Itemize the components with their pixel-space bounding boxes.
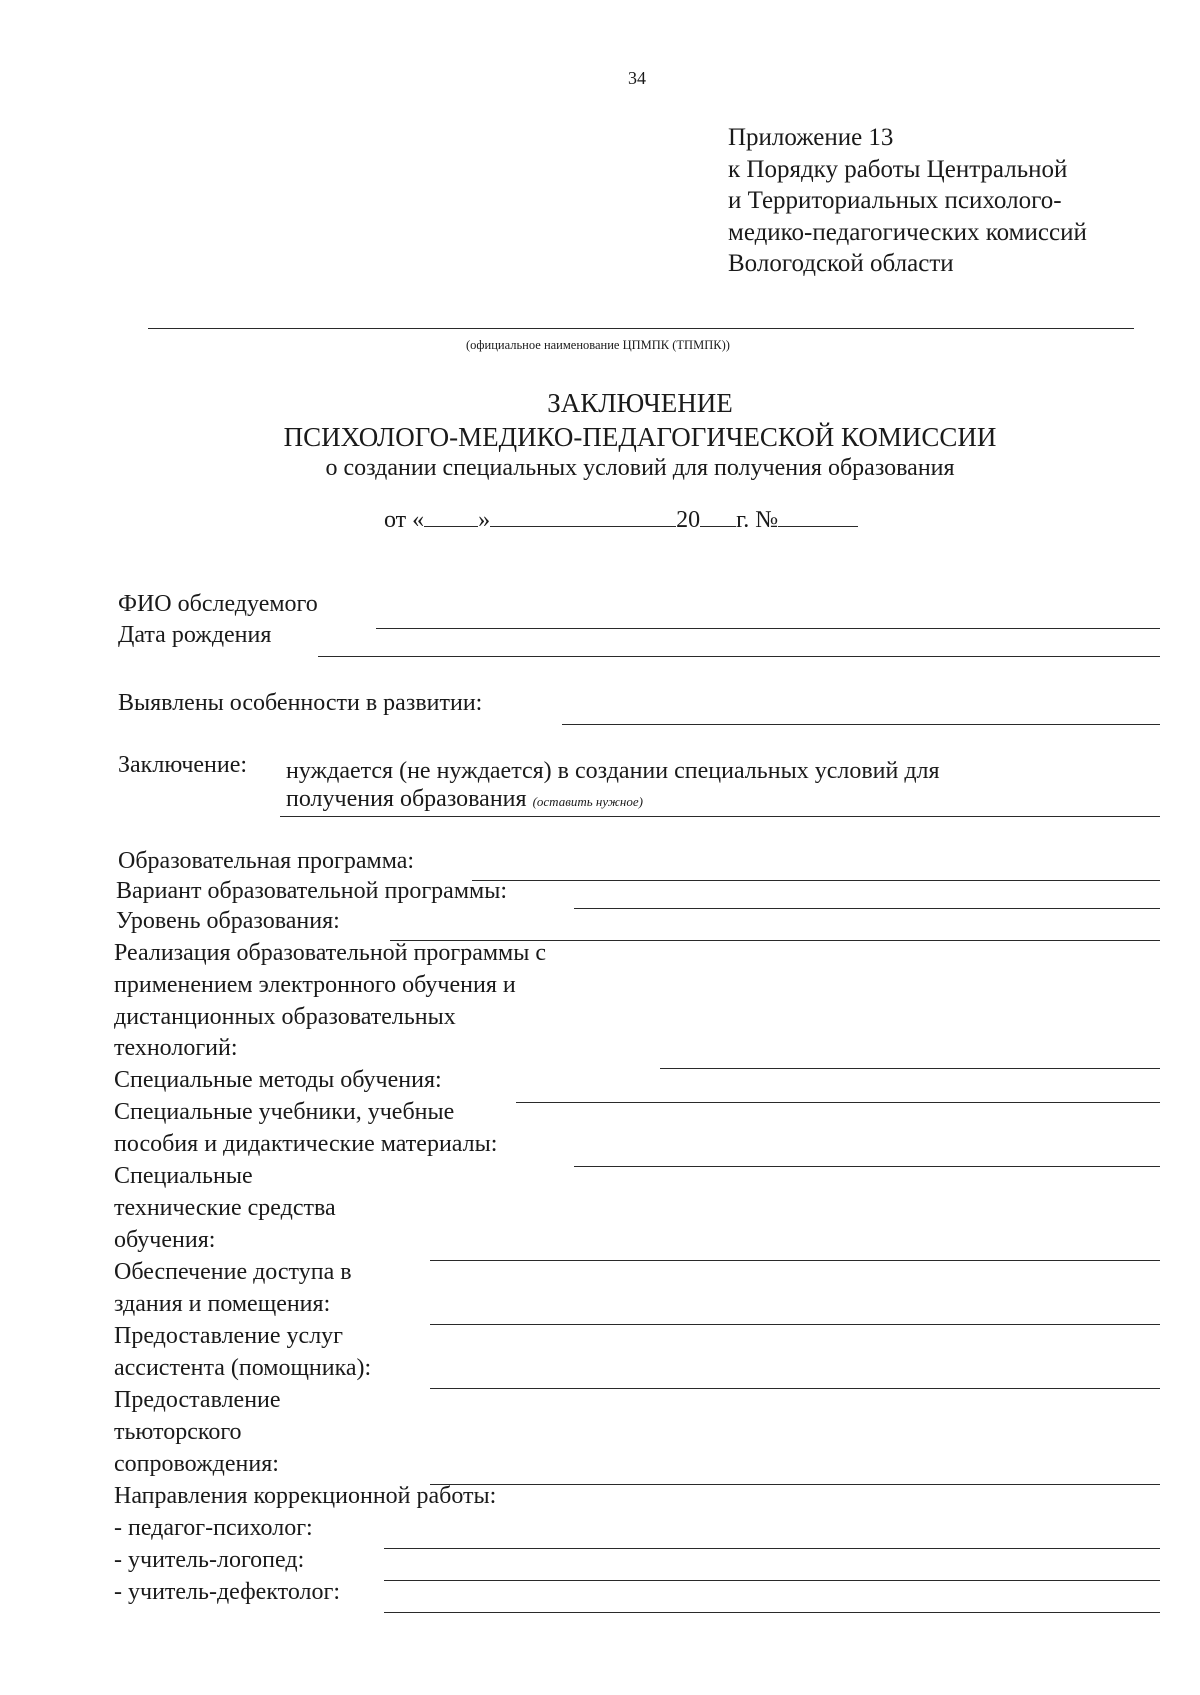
assistant-field[interactable] <box>430 1388 1160 1389</box>
remote-learning-field[interactable] <box>660 1068 1160 1069</box>
remote-learning-label: технологий: <box>114 1035 238 1061</box>
appendix-line: Вологодской области <box>728 250 954 277</box>
appendix-line: к Порядку работы Центральной <box>728 155 1068 183</box>
conclusion-note: (оставить нужное) <box>532 794 643 809</box>
access-label: здания и помещения: <box>114 1291 331 1317</box>
assistant-label: Предоставление услуг <box>114 1323 344 1349</box>
day-field[interactable] <box>424 500 478 527</box>
date-number-row <box>384 500 858 534</box>
number-field[interactable] <box>778 500 858 527</box>
document-purpose: о создании специальных условий для получения образования <box>325 455 955 481</box>
methods-field[interactable] <box>516 1102 1160 1103</box>
correction-label: Направления коррекционной работы: <box>114 1483 497 1509</box>
conclusion-label: Заключение: <box>118 752 248 778</box>
variant-field[interactable] <box>574 908 1160 909</box>
year-prefix: 20 <box>676 507 701 533</box>
document-subtitle: ПСИХОЛОГО-МЕДИКО-ПЕДАГОГИЧЕСКОЙ КОМИССИИ <box>283 422 997 452</box>
tech-means-field[interactable] <box>430 1260 1160 1261</box>
year-field[interactable] <box>700 500 736 527</box>
access-field[interactable] <box>430 1324 1160 1325</box>
program-label: Образовательная программа: <box>118 848 415 874</box>
tech-means-label: обучения: <box>114 1227 216 1253</box>
conclusion-text: нуждается (не нуждается) в создании специальных условий для <box>286 758 940 784</box>
date-quote-close: » <box>478 507 491 533</box>
number-label: г. № <box>736 507 779 533</box>
defectologist-label: - учитель-дефектолог: <box>114 1579 341 1605</box>
org-caption: (официальное наименование ЦПМПК (ТПМПК)) <box>466 338 730 352</box>
defectologist-field[interactable] <box>384 1612 1160 1613</box>
tutor-label: тьюторского <box>114 1419 242 1445</box>
fio-label: ФИО обследуемого <box>118 591 318 617</box>
tech-means-label: технические средства <box>114 1195 336 1221</box>
appendix-header <box>728 122 1168 280</box>
tutor-field[interactable] <box>430 1484 1160 1485</box>
month-field[interactable] <box>490 500 676 527</box>
methods-label: Специальные методы обучения: <box>114 1067 442 1093</box>
appendix-line: Приложение 13 <box>728 124 894 151</box>
tutor-label: сопровождения: <box>114 1451 279 1477</box>
psychologist-label: - педагог-психолог: <box>114 1515 313 1541</box>
level-label: Уровень образования: <box>116 908 340 934</box>
features-label: Выявлены особенности в развитии: <box>118 690 483 716</box>
features-field[interactable] <box>562 724 1160 725</box>
conclusion-field[interactable] <box>280 816 1160 817</box>
conclusion-text-cont: получения образования <box>286 786 527 812</box>
program-field[interactable] <box>472 880 1160 881</box>
org-name-line[interactable] <box>148 328 1134 329</box>
psychologist-field[interactable] <box>384 1548 1160 1549</box>
textbooks-label: пособия и дидактические материалы: <box>114 1131 498 1157</box>
document-title: ЗАКЛЮЧЕНИЕ <box>547 388 733 418</box>
variant-label: Вариант образовательной программы: <box>116 878 507 904</box>
access-label: Обеспечение доступа в <box>114 1259 352 1285</box>
tutor-label: Предоставление <box>114 1387 281 1413</box>
speech-therapist-field[interactable] <box>384 1580 1160 1581</box>
tech-means-label: Специальные <box>114 1163 253 1189</box>
fio-field[interactable] <box>376 628 1160 629</box>
birth-label: Дата рождения <box>118 622 272 648</box>
assistant-label: ассистента (помощника): <box>114 1355 372 1381</box>
textbooks-label: Специальные учебники, учебные <box>114 1099 455 1125</box>
remote-learning-label: дистанционных образовательных <box>114 1004 456 1030</box>
remote-learning-label: Реализация образовательной программы с <box>114 940 547 966</box>
page-number: 34 <box>628 68 646 88</box>
conclusion-text <box>286 786 643 813</box>
birth-field[interactable] <box>318 656 1160 657</box>
remote-learning-label: применением электронного обучения и <box>114 972 516 998</box>
speech-therapist-label: - учитель-логопед: <box>114 1547 305 1573</box>
textbooks-field[interactable] <box>574 1166 1160 1167</box>
date-prefix: от « <box>384 507 425 533</box>
appendix-line: медико-педагогических комиссий <box>728 218 1087 246</box>
appendix-line: и Территориальных психолого- <box>728 187 1062 214</box>
